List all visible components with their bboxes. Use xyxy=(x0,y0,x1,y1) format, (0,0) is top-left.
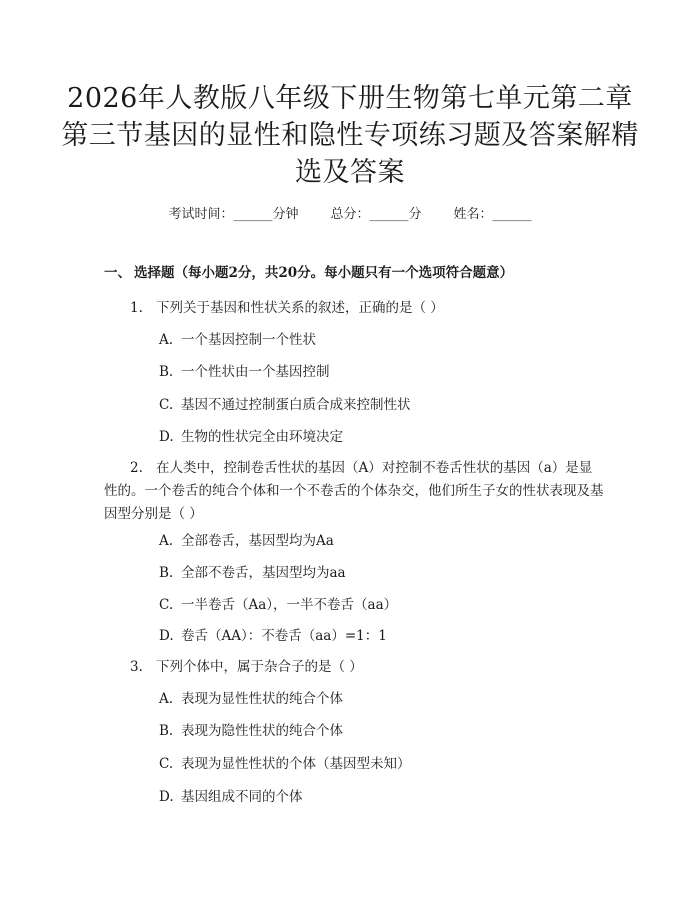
option-1a xyxy=(159,331,316,349)
question-2 xyxy=(104,457,604,526)
question-text: 下列个体中，属于杂合子的是（ ） xyxy=(156,659,363,675)
question-stem xyxy=(104,297,604,320)
option-text: 一个性状由一个基因控制 xyxy=(181,364,330,380)
option-letter: C. xyxy=(159,756,174,772)
option-text: 一半卷舌（Aa），一半不卷舌（aa） xyxy=(181,597,398,613)
question-text: 在人类中，控制卷舌性状的基因（A）对控制不卷舌性状的基因（a）是显性的。一个卷舌的纯合个体和一个不卷舌的个体杂交，他们所生子女的性状表现及基因型分别是（ ） xyxy=(104,460,604,522)
question-stem xyxy=(104,457,604,526)
option-2c xyxy=(159,596,397,614)
option-letter: B. xyxy=(159,723,174,739)
option-letter: B. xyxy=(159,364,174,380)
section-title: 选择题（每小题2分，共20分。每小题只有一个选项符合题意） xyxy=(134,265,514,281)
option-text: 卷舌（AA）：不卷舌（aa）=1：1 xyxy=(181,628,387,644)
option-letter: A. xyxy=(159,332,174,348)
option-letter: D. xyxy=(159,628,174,644)
option-1d xyxy=(159,428,343,446)
option-letter: A. xyxy=(159,691,174,707)
question-stem xyxy=(104,656,604,679)
option-text: 一个基因控制一个性状 xyxy=(181,332,316,348)
option-letter: B. xyxy=(159,565,174,581)
option-text: 表现为隐性性状的纯合个体 xyxy=(181,723,343,739)
exam-time-field: 考试时间：______分钟 xyxy=(168,207,299,222)
option-3a xyxy=(159,690,343,708)
option-2a xyxy=(159,532,334,550)
question-number: 1. xyxy=(130,300,143,316)
name-field: 姓名：______ xyxy=(453,207,532,222)
question-3 xyxy=(104,656,604,679)
option-3c xyxy=(159,755,411,773)
option-1b xyxy=(159,363,330,381)
option-letter: C. xyxy=(159,597,174,613)
option-3d xyxy=(159,788,303,806)
total-score-field: 总分：______分 xyxy=(330,207,422,222)
option-text: 表现为显性性状的个体（基因型未知） xyxy=(181,756,411,772)
question-number: 2. xyxy=(130,460,143,476)
question-1 xyxy=(104,297,604,320)
option-text: 全部不卷舌，基因型均为aa xyxy=(181,565,346,581)
option-letter: D. xyxy=(159,429,174,445)
option-letter: C. xyxy=(159,397,174,413)
option-text: 基因不通过控制蛋白质合成来控制性状 xyxy=(181,397,411,413)
option-3b xyxy=(159,722,343,740)
exam-info-line xyxy=(0,206,700,224)
option-text: 全部卷舌，基因型均为Aa xyxy=(181,533,334,549)
question-number: 3. xyxy=(130,659,143,675)
option-letter: A. xyxy=(159,533,174,549)
option-2b xyxy=(159,564,346,582)
document-title: 2026年人教版八年级下册生物第七单元第二章第三节基因的显性和隐性专项练习题及答案解精选及答案 xyxy=(61,83,639,188)
section-heading xyxy=(104,264,513,282)
option-text: 生物的性状完全由环境决定 xyxy=(181,429,343,445)
option-letter: D. xyxy=(159,789,174,805)
question-text: 下列关于基因和性状关系的叙述，正确的是（ ） xyxy=(156,300,444,316)
option-text: 表现为显性性状的纯合个体 xyxy=(181,691,343,707)
option-text: 基因组成不同的个体 xyxy=(181,789,303,805)
option-2d xyxy=(159,627,387,645)
section-number: 一、 xyxy=(104,265,131,281)
option-1c xyxy=(159,396,411,414)
